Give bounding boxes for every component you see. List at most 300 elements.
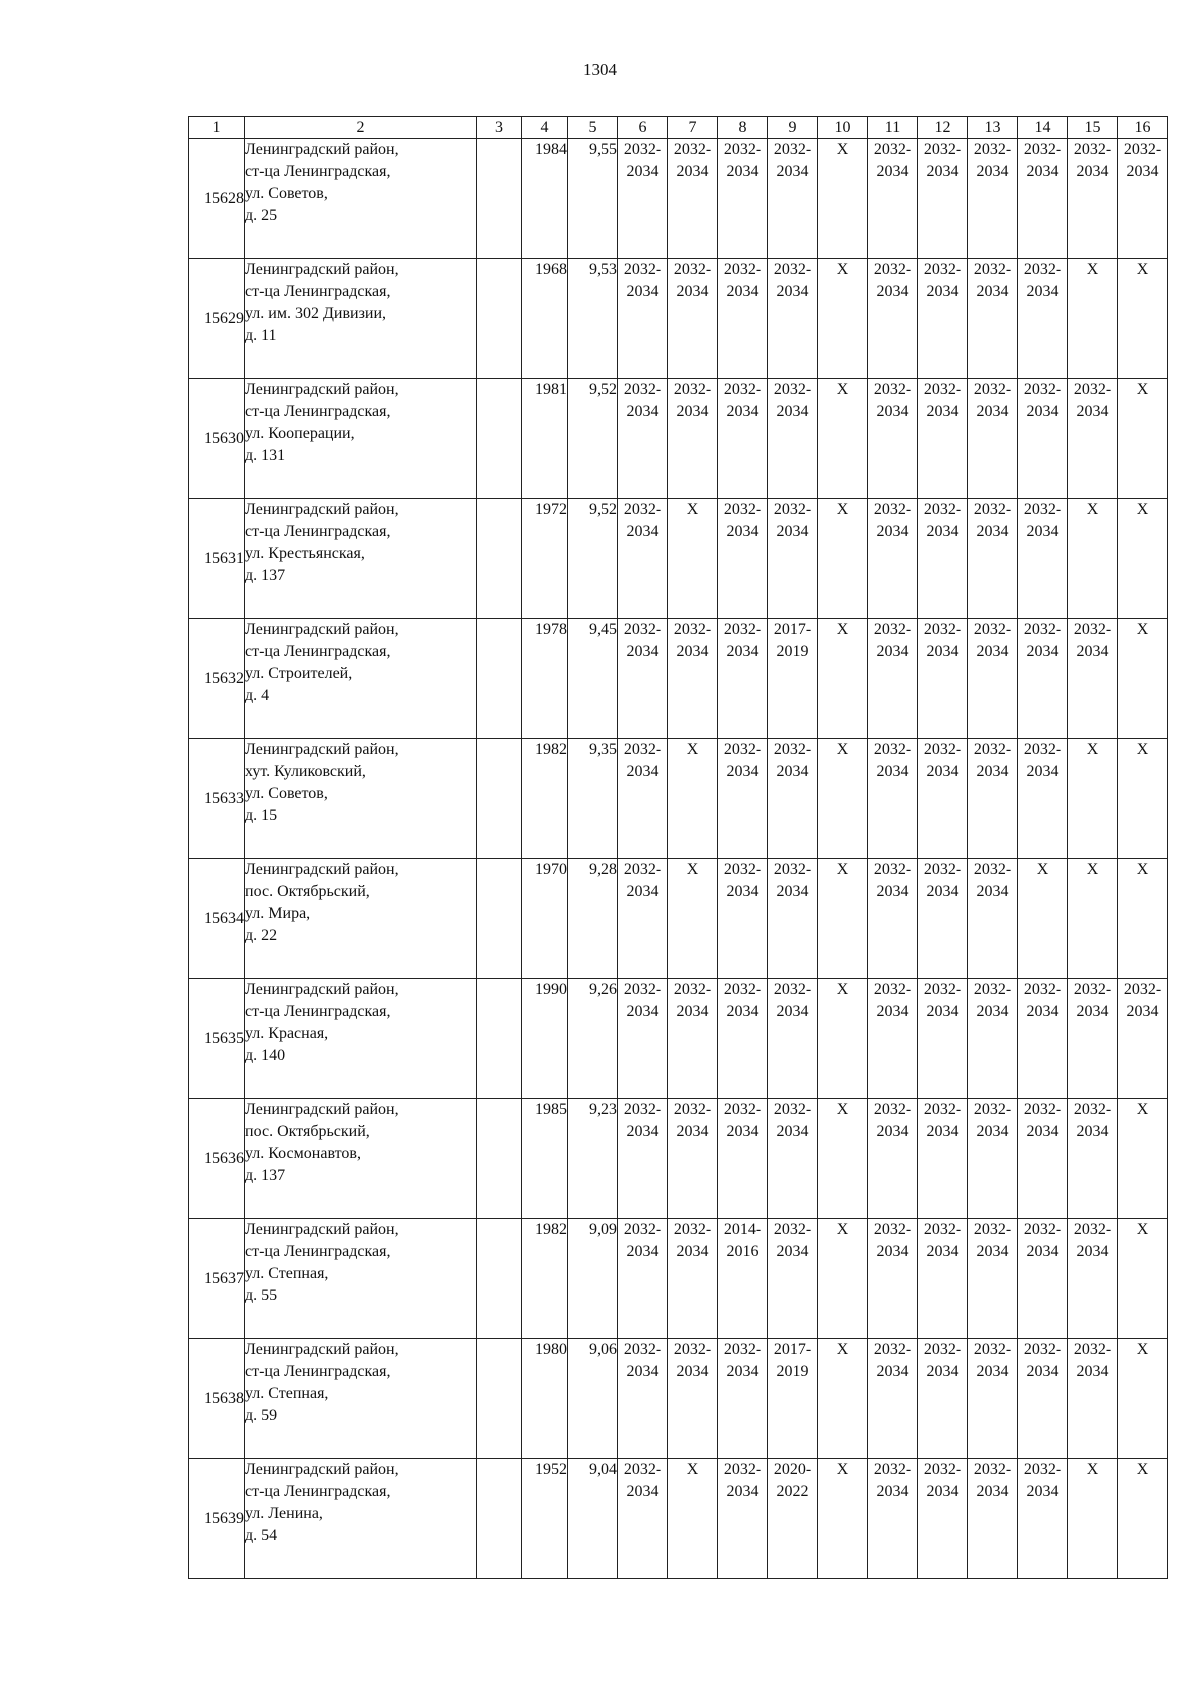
address-line: д. 59 bbox=[245, 1407, 278, 1424]
period-line: 2034 bbox=[776, 883, 809, 900]
column-header: 2 bbox=[245, 117, 477, 139]
period-line: 2034 bbox=[1026, 163, 1059, 180]
period-line: X bbox=[1136, 861, 1149, 878]
period-line: 2034 bbox=[876, 1243, 909, 1260]
period-line: 2032- bbox=[923, 1461, 962, 1478]
column-3-cell bbox=[477, 1219, 522, 1339]
period-cell bbox=[868, 979, 918, 1099]
period-cell bbox=[918, 619, 968, 739]
year-cell: 1990 bbox=[522, 979, 568, 1099]
period-cell bbox=[618, 139, 668, 259]
address-line: д. 25 bbox=[245, 207, 278, 224]
address-line: Ленинградский район, bbox=[245, 741, 399, 758]
period-line: 2032- bbox=[973, 1101, 1012, 1118]
value-cell: 9,23 bbox=[568, 1099, 618, 1219]
column-header: 3 bbox=[477, 117, 522, 139]
period-line: 2032- bbox=[873, 501, 912, 518]
period-cell bbox=[668, 979, 718, 1099]
period-line: 2034 bbox=[1076, 1243, 1109, 1260]
period-line: 2032- bbox=[923, 141, 962, 158]
period-line: X bbox=[1136, 501, 1149, 518]
period-cell bbox=[768, 979, 818, 1099]
period-cell bbox=[1068, 619, 1118, 739]
period-cell bbox=[968, 619, 1018, 739]
period-line: X bbox=[1086, 1461, 1099, 1478]
period-line: 2032- bbox=[1023, 381, 1062, 398]
period-cell bbox=[918, 259, 968, 379]
address-line: Ленинградский район, bbox=[245, 1461, 399, 1478]
value-cell: 9,04 bbox=[568, 1459, 618, 1579]
period-line: 2032- bbox=[723, 141, 762, 158]
period-line: 2034 bbox=[926, 1003, 959, 1020]
address-line: д. 22 bbox=[245, 927, 278, 944]
period-line: 2016 bbox=[726, 1243, 759, 1260]
period-line: 2034 bbox=[1026, 1123, 1059, 1140]
period-cell bbox=[768, 739, 818, 859]
period-line: 2032- bbox=[1023, 501, 1062, 518]
period-cell bbox=[968, 1219, 1018, 1339]
period-line: X bbox=[1136, 741, 1149, 758]
period-line: 2032- bbox=[673, 981, 712, 998]
period-line: 2032- bbox=[673, 1221, 712, 1238]
column-header: 10 bbox=[818, 117, 868, 139]
value-cell: 9,09 bbox=[568, 1219, 618, 1339]
column-3-cell bbox=[477, 619, 522, 739]
period-line: 2032- bbox=[873, 1341, 912, 1358]
period-cell bbox=[918, 739, 968, 859]
period-line: 2032- bbox=[1073, 1101, 1112, 1118]
period-cell bbox=[1018, 739, 1068, 859]
address-line: хут. Куликовский, bbox=[245, 763, 366, 780]
period-cell bbox=[1068, 859, 1118, 979]
period-line: 2032- bbox=[1023, 981, 1062, 998]
period-cell bbox=[968, 1339, 1018, 1459]
period-line: 2034 bbox=[676, 1363, 709, 1380]
table-row bbox=[189, 859, 1168, 979]
period-line: 2034 bbox=[776, 283, 809, 300]
period-line: 2032- bbox=[973, 981, 1012, 998]
period-line: 2032- bbox=[673, 621, 712, 638]
period-cell bbox=[718, 1219, 768, 1339]
address-line: ул. Красная, bbox=[245, 1025, 329, 1042]
period-line: 2032- bbox=[873, 1461, 912, 1478]
row-id: 15633 bbox=[189, 739, 245, 859]
period-line: X bbox=[1136, 261, 1149, 278]
value-cell: 9,28 bbox=[568, 859, 618, 979]
table-row bbox=[189, 739, 1168, 859]
period-cell bbox=[618, 1099, 668, 1219]
period-cell bbox=[668, 139, 718, 259]
period-cell bbox=[818, 379, 868, 499]
period-cell bbox=[1118, 1219, 1168, 1339]
period-cell bbox=[618, 379, 668, 499]
period-line: 2034 bbox=[776, 1243, 809, 1260]
period-cell bbox=[968, 859, 1018, 979]
period-line: 2032- bbox=[773, 261, 812, 278]
period-cell bbox=[1018, 619, 1068, 739]
period-line: 2032- bbox=[773, 141, 812, 158]
value-cell: 9,06 bbox=[568, 1339, 618, 1459]
period-cell bbox=[868, 1339, 918, 1459]
period-line: 2034 bbox=[1026, 1243, 1059, 1260]
period-line: 2019 bbox=[776, 1363, 809, 1380]
period-line: 2034 bbox=[726, 1003, 759, 1020]
period-line: 2032- bbox=[723, 981, 762, 998]
address-cell bbox=[245, 1339, 477, 1459]
period-cell bbox=[718, 1459, 768, 1579]
address-cell bbox=[245, 379, 477, 499]
period-line: 2032- bbox=[873, 261, 912, 278]
column-3-cell bbox=[477, 1099, 522, 1219]
period-cell bbox=[868, 379, 918, 499]
period-line: 2032- bbox=[1073, 981, 1112, 998]
year-cell: 1982 bbox=[522, 739, 568, 859]
column-3-cell bbox=[477, 499, 522, 619]
period-line: 2032- bbox=[973, 1341, 1012, 1358]
period-line: 2032- bbox=[873, 141, 912, 158]
period-line: 2032- bbox=[623, 1341, 662, 1358]
period-line: 2034 bbox=[776, 763, 809, 780]
period-line: 2034 bbox=[976, 883, 1009, 900]
address-line: ст-ца Ленинградская, bbox=[245, 1243, 391, 1260]
period-cell bbox=[818, 139, 868, 259]
period-line: 2034 bbox=[876, 1003, 909, 1020]
period-cell bbox=[768, 619, 818, 739]
year-cell: 1980 bbox=[522, 1339, 568, 1459]
period-cell bbox=[618, 619, 668, 739]
period-cell bbox=[818, 739, 868, 859]
period-line: 2032- bbox=[1023, 1461, 1062, 1478]
period-line: 2032- bbox=[973, 261, 1012, 278]
table-row bbox=[189, 1099, 1168, 1219]
period-line: 2034 bbox=[976, 1483, 1009, 1500]
period-cell bbox=[618, 1219, 668, 1339]
period-cell bbox=[968, 979, 1018, 1099]
value-cell: 9,53 bbox=[568, 259, 618, 379]
period-line: 2032- bbox=[1123, 981, 1162, 998]
address-line: ст-ца Ленинградская, bbox=[245, 1003, 391, 1020]
period-cell bbox=[1018, 379, 1068, 499]
period-line: 2032- bbox=[673, 1101, 712, 1118]
period-line: X bbox=[836, 1461, 849, 1478]
period-line: 2019 bbox=[776, 643, 809, 660]
period-line: 2032- bbox=[923, 981, 962, 998]
table-row bbox=[189, 139, 1168, 259]
period-line: 2034 bbox=[676, 403, 709, 420]
period-line: 2034 bbox=[976, 403, 1009, 420]
period-line: 2032- bbox=[973, 1221, 1012, 1238]
period-line: 2034 bbox=[926, 763, 959, 780]
period-line: 2034 bbox=[776, 163, 809, 180]
table-body bbox=[189, 139, 1168, 1579]
address-cell bbox=[245, 1459, 477, 1579]
period-line: 2034 bbox=[926, 403, 959, 420]
period-cell bbox=[818, 619, 868, 739]
period-line: X bbox=[836, 741, 849, 758]
address-line: ст-ца Ленинградская, bbox=[245, 1483, 391, 1500]
address-line: д. 15 bbox=[245, 807, 278, 824]
period-cell bbox=[868, 1459, 918, 1579]
address-line: Ленинградский район, bbox=[245, 1101, 399, 1118]
period-line: 2032- bbox=[673, 1341, 712, 1358]
period-line: 2032- bbox=[973, 381, 1012, 398]
period-line: 2032- bbox=[623, 861, 662, 878]
address-line: ст-ца Ленинградская, bbox=[245, 283, 391, 300]
year-cell: 1972 bbox=[522, 499, 568, 619]
period-line: 2032- bbox=[723, 621, 762, 638]
period-line: 2032- bbox=[623, 381, 662, 398]
period-line: 2032- bbox=[1023, 261, 1062, 278]
table-row bbox=[189, 979, 1168, 1099]
value-cell: 9,26 bbox=[568, 979, 618, 1099]
address-line: д. 131 bbox=[245, 447, 286, 464]
period-cell bbox=[1018, 1339, 1068, 1459]
period-line: 2034 bbox=[726, 523, 759, 540]
period-line: 2034 bbox=[676, 283, 709, 300]
column-3-cell bbox=[477, 139, 522, 259]
period-line: 2032- bbox=[1023, 1221, 1062, 1238]
period-line: 2032- bbox=[723, 861, 762, 878]
column-3-cell bbox=[477, 1459, 522, 1579]
period-cell bbox=[1018, 139, 1068, 259]
period-cell bbox=[718, 979, 768, 1099]
address-line: ул. Ленина, bbox=[245, 1505, 323, 1522]
value-cell: 9,55 bbox=[568, 139, 618, 259]
period-cell bbox=[1068, 739, 1118, 859]
row-id: 15637 bbox=[189, 1219, 245, 1339]
period-cell bbox=[668, 379, 718, 499]
period-line: 2032- bbox=[973, 1461, 1012, 1478]
period-cell bbox=[618, 1339, 668, 1459]
row-id: 15634 bbox=[189, 859, 245, 979]
address-line: Ленинградский район, bbox=[245, 1341, 399, 1358]
period-line: 2032- bbox=[773, 1221, 812, 1238]
address-line: пос. Октябрьский, bbox=[245, 883, 370, 900]
period-cell bbox=[768, 499, 818, 619]
year-cell: 1981 bbox=[522, 379, 568, 499]
address-line: д. 55 bbox=[245, 1287, 278, 1304]
period-line: X bbox=[1136, 1461, 1149, 1478]
period-cell bbox=[818, 1339, 868, 1459]
address-cell bbox=[245, 1099, 477, 1219]
address-line: Ленинградский район, bbox=[245, 861, 399, 878]
period-cell bbox=[968, 1099, 1018, 1219]
period-line: 2032- bbox=[873, 1101, 912, 1118]
period-line: 2034 bbox=[776, 1003, 809, 1020]
period-cell bbox=[1068, 499, 1118, 619]
column-3-cell bbox=[477, 739, 522, 859]
period-cell bbox=[1018, 1459, 1068, 1579]
period-line: 2032- bbox=[1073, 381, 1112, 398]
period-line: 2034 bbox=[926, 1243, 959, 1260]
period-line: 2032- bbox=[873, 621, 912, 638]
period-cell bbox=[1018, 859, 1068, 979]
period-line: 2032- bbox=[973, 741, 1012, 758]
period-line: 2034 bbox=[726, 1363, 759, 1380]
period-line: 2032- bbox=[773, 1101, 812, 1118]
table-row bbox=[189, 499, 1168, 619]
table-row bbox=[189, 259, 1168, 379]
address-line: ст-ца Ленинградская, bbox=[245, 1363, 391, 1380]
period-cell bbox=[968, 139, 1018, 259]
period-line: 2032- bbox=[973, 861, 1012, 878]
period-line: 2032- bbox=[623, 1461, 662, 1478]
column-header: 5 bbox=[568, 117, 618, 139]
address-cell bbox=[245, 619, 477, 739]
row-id: 15638 bbox=[189, 1339, 245, 1459]
address-cell bbox=[245, 259, 477, 379]
period-line: 2032- bbox=[923, 261, 962, 278]
period-line: 2032- bbox=[1023, 1101, 1062, 1118]
period-line: 2034 bbox=[626, 523, 659, 540]
period-line: 2032- bbox=[773, 981, 812, 998]
period-line: 2034 bbox=[626, 643, 659, 660]
table-row bbox=[189, 619, 1168, 739]
period-line: 2022 bbox=[776, 1483, 809, 1500]
period-cell bbox=[718, 259, 768, 379]
period-line: 2017- bbox=[773, 621, 812, 638]
period-line: 2034 bbox=[926, 643, 959, 660]
period-cell bbox=[1118, 859, 1168, 979]
column-3-cell bbox=[477, 979, 522, 1099]
period-line: 2034 bbox=[626, 163, 659, 180]
period-line: 2034 bbox=[626, 1483, 659, 1500]
period-line: 2032- bbox=[1073, 621, 1112, 638]
period-line: 2032- bbox=[1123, 141, 1162, 158]
period-line: 2032- bbox=[873, 861, 912, 878]
period-line: 2032- bbox=[723, 741, 762, 758]
period-cell bbox=[668, 1339, 718, 1459]
period-line: 2032- bbox=[923, 621, 962, 638]
period-line: 2032- bbox=[1023, 1341, 1062, 1358]
period-cell bbox=[968, 259, 1018, 379]
year-cell: 1968 bbox=[522, 259, 568, 379]
period-cell bbox=[1118, 619, 1168, 739]
address-line: ул. Строителей, bbox=[245, 665, 353, 682]
period-line: 2034 bbox=[926, 163, 959, 180]
period-line: 2034 bbox=[976, 1363, 1009, 1380]
period-line: 2034 bbox=[976, 643, 1009, 660]
period-cell bbox=[918, 979, 968, 1099]
period-line: 2032- bbox=[723, 1101, 762, 1118]
period-cell bbox=[818, 1459, 868, 1579]
column-3-cell bbox=[477, 259, 522, 379]
period-line: X bbox=[686, 741, 699, 758]
period-cell bbox=[1118, 1459, 1168, 1579]
period-line: 2034 bbox=[976, 163, 1009, 180]
value-cell: 9,45 bbox=[568, 619, 618, 739]
address-cell bbox=[245, 139, 477, 259]
period-cell bbox=[768, 1339, 818, 1459]
period-cell bbox=[868, 739, 918, 859]
period-line: 2032- bbox=[773, 861, 812, 878]
period-cell bbox=[918, 1339, 968, 1459]
period-line: 2034 bbox=[976, 763, 1009, 780]
period-cell bbox=[768, 379, 818, 499]
period-line: 2032- bbox=[723, 261, 762, 278]
period-line: 2034 bbox=[626, 283, 659, 300]
address-cell bbox=[245, 739, 477, 859]
address-line: ст-ца Ленинградская, bbox=[245, 403, 391, 420]
period-cell bbox=[668, 499, 718, 619]
address-line: ул. Степная, bbox=[245, 1385, 329, 1402]
period-line: 2032- bbox=[623, 741, 662, 758]
period-cell bbox=[1068, 139, 1118, 259]
period-line: X bbox=[836, 861, 849, 878]
period-line: 2034 bbox=[626, 1363, 659, 1380]
period-cell bbox=[618, 1459, 668, 1579]
period-line: X bbox=[836, 1341, 849, 1358]
year-cell: 1978 bbox=[522, 619, 568, 739]
address-line: ул. Степная, bbox=[245, 1265, 329, 1282]
row-id: 15632 bbox=[189, 619, 245, 739]
period-line: 2034 bbox=[1126, 1003, 1159, 1020]
period-line: 2034 bbox=[976, 283, 1009, 300]
address-line: ул. Советов, bbox=[245, 785, 328, 802]
period-line: 2034 bbox=[926, 523, 959, 540]
period-line: 2034 bbox=[626, 403, 659, 420]
period-line: 2032- bbox=[723, 381, 762, 398]
period-line: 2034 bbox=[1026, 403, 1059, 420]
period-line: 2034 bbox=[976, 1123, 1009, 1140]
period-line: 2034 bbox=[726, 283, 759, 300]
period-line: 2034 bbox=[676, 163, 709, 180]
period-line: 2034 bbox=[1076, 1363, 1109, 1380]
value-cell: 9,52 bbox=[568, 499, 618, 619]
address-cell bbox=[245, 859, 477, 979]
address-line: д. 4 bbox=[245, 687, 270, 704]
address-line: Ленинградский район, bbox=[245, 261, 399, 278]
period-line: 2032- bbox=[1073, 1221, 1112, 1238]
period-line: X bbox=[836, 501, 849, 518]
period-line: 2034 bbox=[1026, 1363, 1059, 1380]
column-header: 7 bbox=[668, 117, 718, 139]
period-cell bbox=[718, 1339, 768, 1459]
period-line: 2032- bbox=[873, 381, 912, 398]
period-line: 2032- bbox=[623, 621, 662, 638]
period-cell bbox=[768, 859, 818, 979]
period-cell bbox=[1118, 139, 1168, 259]
row-id: 15636 bbox=[189, 1099, 245, 1219]
period-line: 2034 bbox=[726, 1123, 759, 1140]
address-cell bbox=[245, 1219, 477, 1339]
period-line: 2034 bbox=[726, 1483, 759, 1500]
period-line: 2014- bbox=[723, 1221, 762, 1238]
period-cell bbox=[768, 1219, 818, 1339]
period-cell bbox=[868, 619, 918, 739]
year-cell: 1985 bbox=[522, 1099, 568, 1219]
period-cell bbox=[718, 619, 768, 739]
row-id: 15630 bbox=[189, 379, 245, 499]
period-line: X bbox=[1136, 1101, 1149, 1118]
period-cell bbox=[618, 259, 668, 379]
period-line: 2032- bbox=[973, 141, 1012, 158]
period-line: 2034 bbox=[876, 643, 909, 660]
period-cell bbox=[1068, 1339, 1118, 1459]
page-number: 1304 bbox=[583, 60, 617, 79]
column-header: 12 bbox=[918, 117, 968, 139]
table-row bbox=[189, 379, 1168, 499]
period-line: 2032- bbox=[1023, 621, 1062, 638]
period-line: 2034 bbox=[1026, 1003, 1059, 1020]
period-cell bbox=[618, 739, 668, 859]
period-line: 2032- bbox=[923, 861, 962, 878]
period-line: 2034 bbox=[926, 1363, 959, 1380]
period-line: 2032- bbox=[923, 1341, 962, 1358]
period-line: 2034 bbox=[876, 1363, 909, 1380]
period-line: 2034 bbox=[1076, 1003, 1109, 1020]
period-line: 2034 bbox=[776, 523, 809, 540]
